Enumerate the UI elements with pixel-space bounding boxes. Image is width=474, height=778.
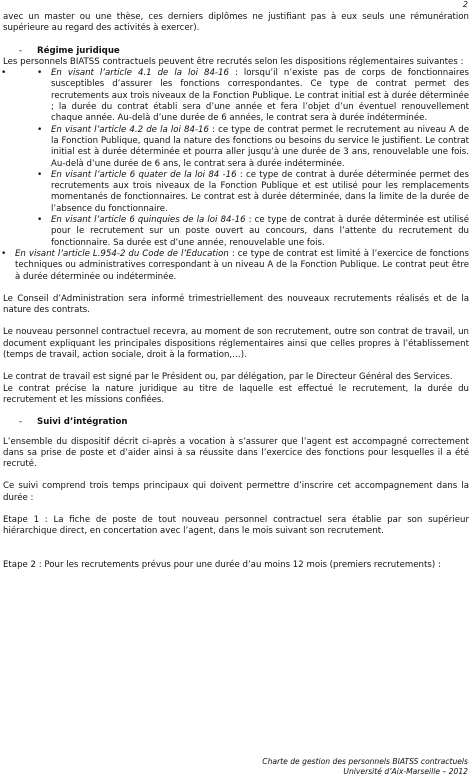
list-item-text: : ce type de contrat est limité à l’exercice de fonctions techniques ou administratives correspondant à un niveau A de la Fonction Publique. Le contrat peut être à durée déterminée ou indéterminée.	[15, 248, 469, 282]
footer-line: Charte de gestion des personnels BIATSS contractuels	[262, 757, 468, 766]
list-item-text: : ce type de contrat à durée déterminée permet des recrutements aux trois niveaux de la Fonction Publique et est utilisé pour les remplacements momentanés de fonctionnaires. Le contrat est à durée déterminée, dans la limite de la durée de l’absence du fonctionnaire.	[51, 169, 470, 214]
legal-reference: En visant l’article 4.1 de la loi 84-16	[51, 68, 229, 79]
body-paragraph: Le contrat précise la nature juridique au titre de laquelle est effectué le recrutement, la durée du recrutement et les missions confiées.	[3, 383, 469, 405]
legal-reference: En visant l’article L.954-2 du Code de l’Education	[15, 248, 229, 259]
suivi-title: Suivi d’intégration	[37, 417, 128, 428]
regime-sublist	[15, 68, 469, 249]
intro-paragraph: avec un master ou une thèse, ces derniers diplômes ne justifiant pas à eux seuls une rémunération supérieure au regard des activités à exercer).	[3, 12, 469, 34]
regime-heading	[3, 46, 469, 57]
body-paragraph: Le nouveau personnel contractuel recevra, au moment de son recrutement, outre son contrat de travail, un document expliquant les principales dispositions réglementaires ainsi que celles propres à l’établissement (temps de travail, action sociale, droit à la formation,…).	[3, 327, 469, 361]
page-footer	[262, 757, 468, 776]
body-paragraph: L’ensemble du dispositif décrit ci-après a vocation à s’assurer que l’agent est accompagné correctement dans sa prise de poste et d’aider ainsi à sa réussite dans l’exercice des fonctions pour lesquelles il a été recruté.	[3, 436, 469, 470]
list-item	[3, 68, 469, 249]
legal-reference: En visant l’article 6 quinquies de la loi 84-16	[51, 215, 246, 226]
body-paragraph: Le Conseil d’Administration sera informé trimestriellement des nouveaux recrutements réalisés et de la nature des contrats.	[3, 293, 469, 316]
heading-dash: -	[19, 45, 23, 56]
legal-reference: En visant l’article 4.2 de la loi 84-16	[51, 124, 209, 135]
list-item	[15, 68, 469, 124]
body-paragraph: Le contrat de travail est signé par le Président ou, par délégation, par le Directeur Général des Services.	[3, 372, 453, 383]
regime-title: Régime juridique	[37, 45, 120, 56]
body-paragraph: Ce suivi comprend trois temps principaux qui doivent permettre d’inscrire cet accompagnement dans la durée :	[3, 481, 469, 503]
list-item	[3, 249, 469, 283]
step-paragraph: Etape 1 : La fiche de poste de tout nouveau personnel contractuel sera établie par son supérieur hiérarchique direct, en concertation avec l’agent, dans le mois suivant son recrutement.	[3, 514, 469, 537]
list-item-text: : lorsqu’il n’existe pas de corps de fonctionnaires susceptibles d’assurer les fonctions correspondantes. Ce type de contrat permet des recrutements aux trois niveaux de la Fonction Publique. Le contrat initial est à durée déterminée ; la durée du contrat établi sera d’une année et fera l’objet d’un éventuel renouvellement chaque année. Au-delà d’une durée de 6 années, le contrat sera à durée indéterminée.	[51, 68, 469, 124]
legal-reference: En visant l’article 6 quater de la loi 84 -16	[51, 169, 237, 180]
step-paragraph: Etape 2 : Pour les recrutements prévus pour une durée d’au moins 12 mois (premiers recrutements) :	[3, 559, 441, 570]
list-item-text: : ce type de contrat permet le recrutement au niveau A de la Fonction Publique, quand la nature des fonctions ou besoins du service le justifient. Le contrat initial est à durée déterminée et pourra aller jusqu’à une durée de 3 ans, renouvelable une fois. Au-delà d’une durée de 6 ans, le contrat sera à durée indéterminée.	[51, 124, 469, 169]
regime-list	[3, 68, 469, 283]
page-number: 2	[462, 0, 468, 9]
heading-dash: -	[19, 417, 23, 428]
page-content	[3, 12, 469, 571]
suivi-heading	[3, 417, 469, 428]
list-item	[15, 170, 469, 215]
footer-line: Université d’Aix-Marseille – 2012	[343, 766, 468, 776]
list-item	[15, 125, 469, 170]
list-item	[15, 215, 469, 249]
regime-lead: Les personnels BIATSS contractuels peuvent être recrutés selon les dispositions réglementaires suivantes :	[3, 56, 464, 67]
list-item-text: : ce type de contrat à durée déterminée est utilisé pour le recrutement sur un poste ouvert au concours, dans l’attente du recrutement du fonctionnaire. Sa durée est d’une année, renouvelable une fois.	[51, 215, 469, 248]
